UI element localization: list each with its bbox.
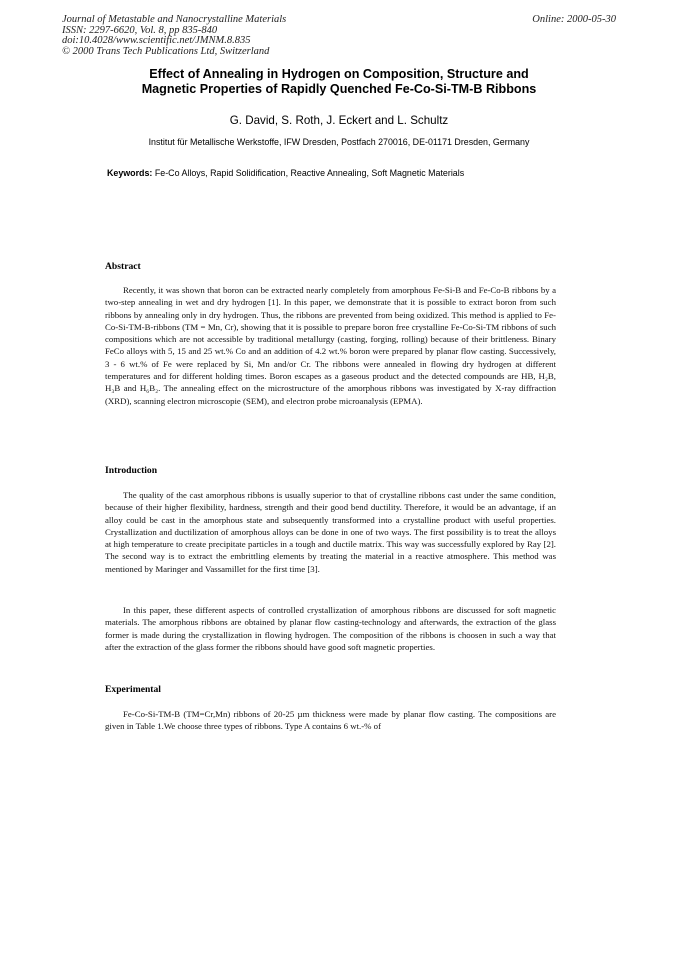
title-line-2: Magnetic Properties of Rapidly Quenched Fe-Co-Si-TM-B Ribbons [141,82,537,96]
abstract-heading: Abstract [105,261,141,272]
abstract-text: Recently, it was shown that boron can be extracted nearly completely from amorphous Fe-Si-B and Fe-Co-B ribbons by a two-step annealing in wet and dry hydrogen [1]. In this paper, we demonstrate that it is possible to extract boron from such ribbons by annealing only in dry hydrogen. Thus, the ribbons are prevented from being oxidized. This method is applied to Fe-Co-Si-TM-B-ribbons (TM = Mn, Cr), showing that it is possible to prepare boron free crystalline Fe-Co-Si-TM ribbons of such compositions which are not accessible by traditional metallurgy (casting, forging, rolling) because of their brittleness. Binary FeCo alloys with 5, 15 and 25 wt.% Co and an addition of 4.2 wt.% boron were prepared by planar flow casting. Successively, 3 - 6 wt.% of Fe were replaced by Si, Mn and/or Cr. The ribbons were annealed in flowing dry hydrogen at different temperatures and for different holding times. Boron escapes as a gaseous product and the detected compounds are HB, H₂B, H₃B and H₆B₂. The annealing effect on the microstructure of the amorphous ribbons was investigated by X-ray diffraction (XRD), scanning electron microscopie (SEM), and electron probe microanalysis (EPMA). [105,285,556,406]
introduction-paragraph-1: The quality of the cast amorphous ribbons is usually superior to that of crystalline ribbons cast under the same condition, because of their higher flexibility, hardness, strength and their good bend ductility. Therefore, it would be an advantage, if an alloy could be cast in the amorphous state and subsequently transformed into a crystalline product with useful properties. Crystallization and ductilization of amorphous alloys can be done in one of two ways. The first possibility is to treat the alloys at high temperature to create precipitate particles in a tough and ductile matrix. This way was successfully explored by Ray [2]. The second way is to extract the embrittling elements by treating the material in a reactive atmosphere. This method was mentioned by Maringer and Vassamillet for the first time [3]. [105,490,556,574]
journal-header [62,15,442,57]
experimental-heading: Experimental [105,684,161,695]
keywords-label: Keywords: [107,168,153,178]
journal-name: Journal of Metastable and Nanocrystalline Materials [62,14,287,25]
affiliation: Institut für Metallische Werkstoffe, IFW Dresden, Postfach 270016, DE-01171 Dresden, Germany [148,137,530,147]
journal-copyright: © 2000 Trans Tech Publications Ltd, Switzerland [62,45,270,57]
introduction-heading: Introduction [105,465,158,476]
title-line-1: Effect of Annealing in Hydrogen on Composition, Structure and [149,67,529,81]
author-list: G. David, S. Roth, J. Eckert and L. Schultz [229,114,449,127]
introduction-paragraph-2: In this paper, these different aspects of controlled crystallization of amorphous ribbons are discussed for soft magnetic materials. The amorphous ribbons are obtained by planar flow casting-technology and afterwards, the extraction of the glass former is made during the crystallization in flowing hydrogen. The composition of the ribbons is choosen in such a way that after the extraction of the glass former the ribbons should have good soft magnetic properties. [105,605,556,652]
journal-issn: ISSN: 2297-6620, Vol. 8, pp 835-840 [62,24,218,36]
journal-doi[interactable]: doi:10.4028/www.scientific.net/JMNM.8.835 [62,35,251,47]
online-date: Online: 2000-05-30 [532,14,616,25]
keywords-text: Fe-Co Alloys, Rapid Solidification, Reactive Annealing, Soft Magnetic Materials [154,168,465,178]
keywords [107,168,577,178]
experimental-paragraph-1: Fe-Co-Si-TM-B (TM=Cr,Mn) ribbons of 20-25 µm thickness were made by planar flow casting. The compositions are given in Table 1.We choose three types of ribbons. Type A contains 6 wt.-% of [105,709,556,732]
paper-title [60,67,618,97]
